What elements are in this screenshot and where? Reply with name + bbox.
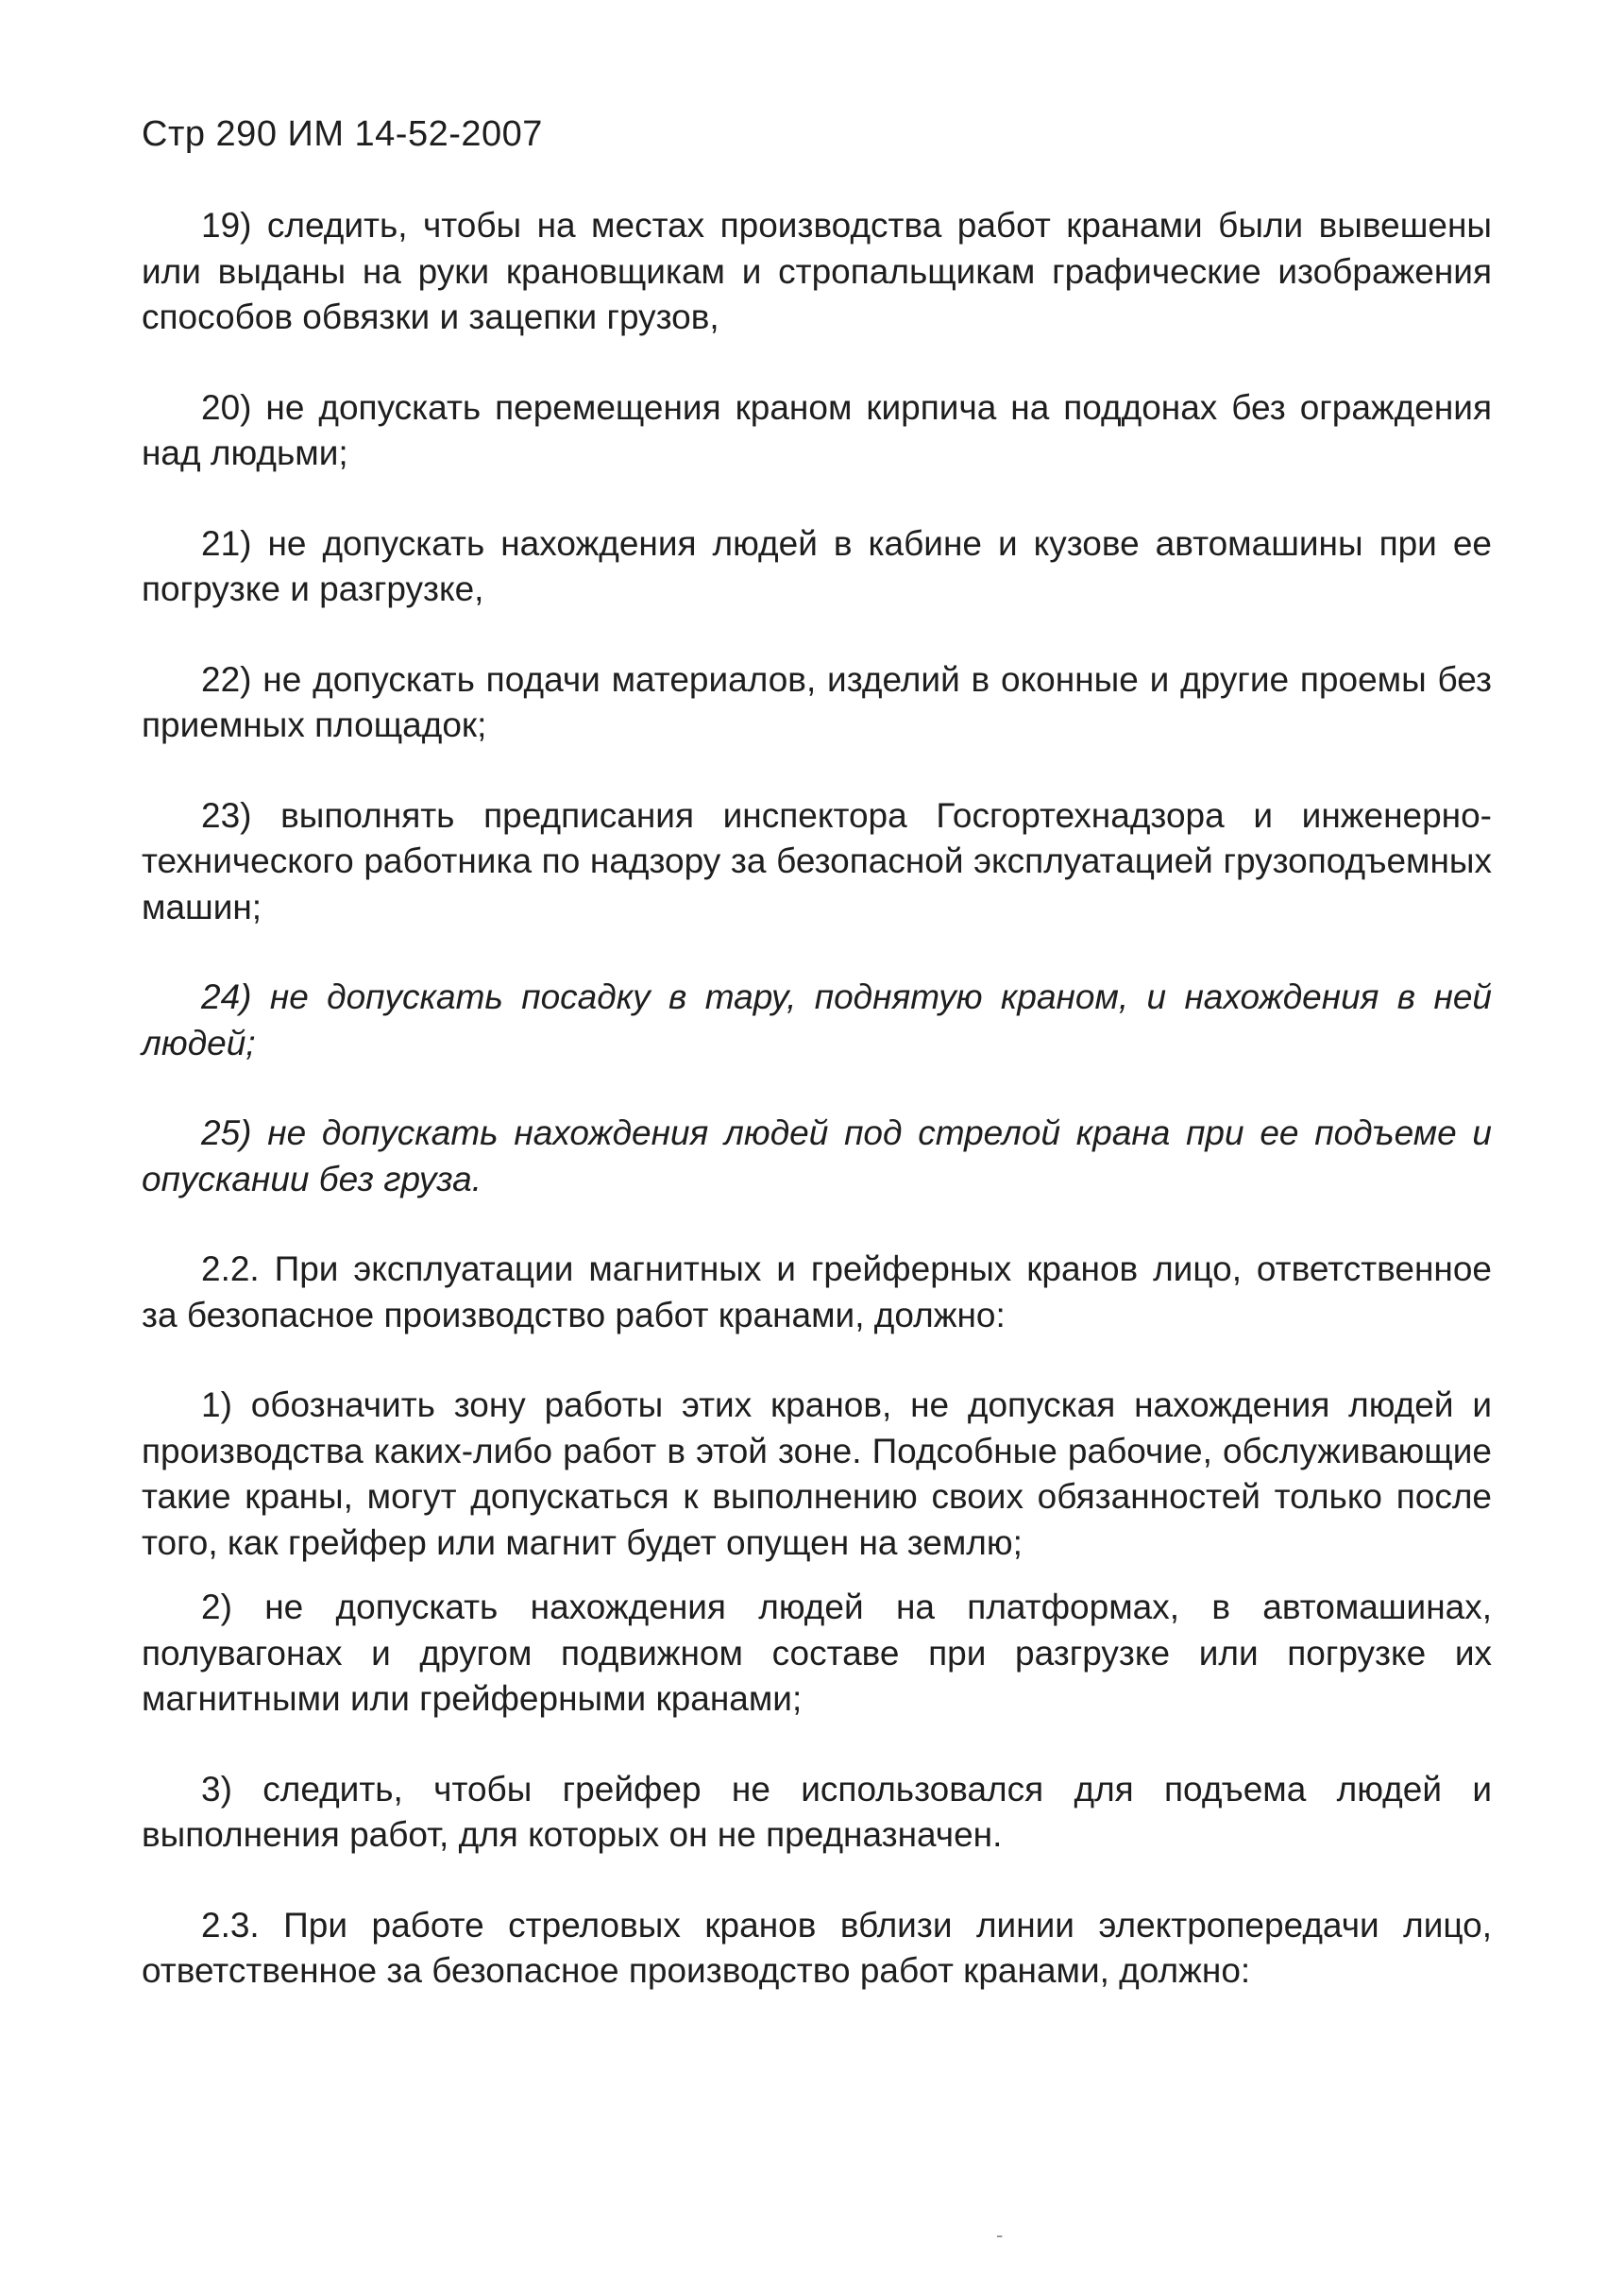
item-23: 23) выполнять предписания инспектора Госгортехнадзора и инженерно-технического работника по надзору за безопасной эксплуатацией грузоподъемных машин; (142, 795, 1492, 926)
document-code: ИМ 14-52-2007 (287, 114, 543, 154)
section-2-2-item-2: 2) не допускать нахождения людей на платформах, в автомашинах, полувагонах и другом подвижном составе при разгрузке или погрузке их магнитными или грейферными кранами; (142, 1588, 1492, 1718)
section-2-2-item-3: 3) следить, чтобы грейфер не использовался для подъема людей и выполнения работ, для которых он не предназначен. (142, 1769, 1492, 1854)
section-2-3: 2.3. При работе стреловых кранов вблизи линии электропередачи лицо, ответственное за безопасное производство работ кранами, должно: (142, 1905, 1492, 1990)
section-2-2-item-1: 1) обозначить зону работы этих кранов, не допуская нахождения людей и производства каких-либо работ в этой зоне. Подсобные рабочие, обслуживающие такие краны, могут допускаться к выполнению своих обязанностей только после того, как грейфер или магнит будет опущен на землю; (142, 1385, 1492, 1562)
page-header (142, 111, 543, 157)
document-body (142, 203, 1492, 1995)
section-2-2: 2.2. При эксплуатации магнитных и грейферных кранов лицо, ответственное за безопасное производство работ кранами, должно: (142, 1249, 1492, 1334)
page-label: Стр (142, 114, 206, 154)
footer-mark: - (996, 2223, 1004, 2247)
item-21: 21) не допускать нахождения людей в кабине и кузове автомашины при ее погрузке и разгрузке, (142, 523, 1492, 608)
page-number: 290 (215, 114, 278, 154)
item-24: 24) не допускать посадку в тару, поднятую краном, и нахождения в ней людей; (142, 977, 1492, 1062)
item-20: 20) не допускать перемещения краном кирпича на поддонах без ограждения над людьми; (142, 387, 1492, 472)
item-25: 25) не допускать нахождения людей под стрелой крана при ее подъеме и опускании без груза. (142, 1113, 1492, 1198)
item-19: 19) следить, чтобы на местах производства работ кранами были вывешены или выданы на руки крановщикам и стропальщикам графические изображения способов обвязки и зацепки грузов, (142, 206, 1492, 336)
item-22: 22) не допускать подачи материалов, изделий в оконные и другие проемы без приемных площадок; (142, 659, 1492, 744)
